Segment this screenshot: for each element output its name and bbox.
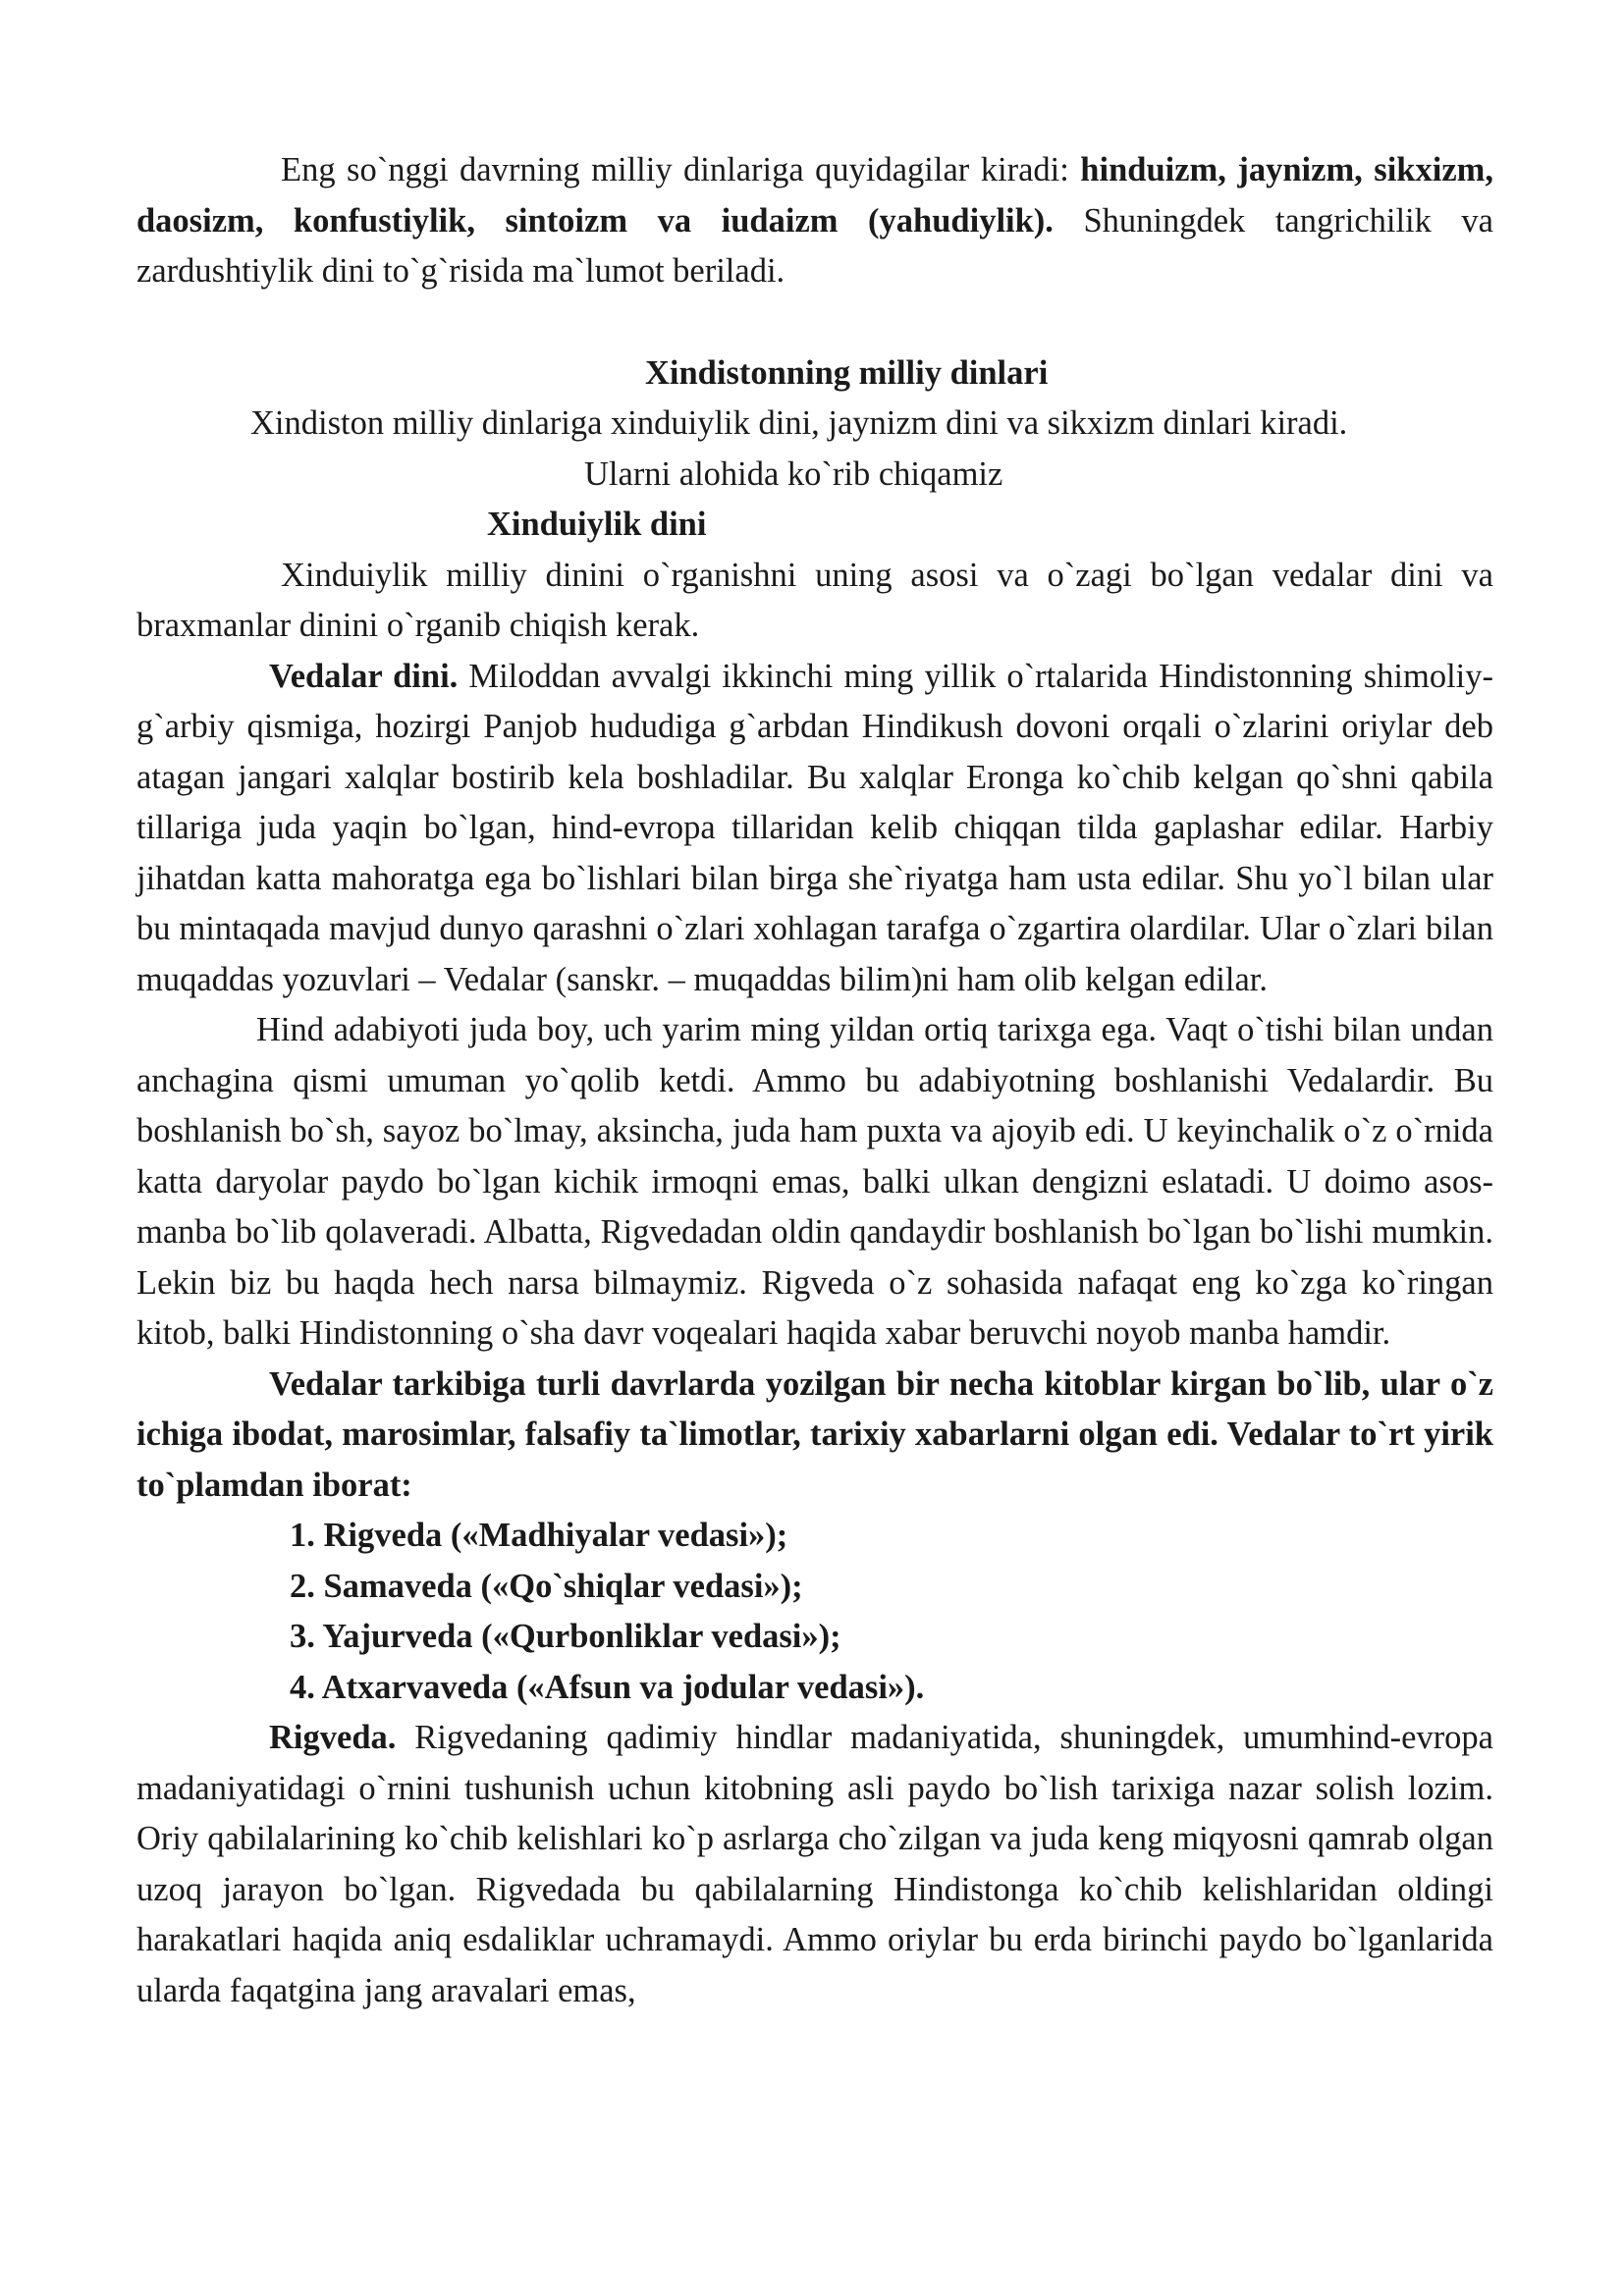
document-page — [136, 145, 1493, 2016]
paragraph-rigveda-text: Rigvedaning qadimiy hindlar madaniyatida, shuningdek, umumhind-evropa madaniyatidagi o`rnini tushunish uchun kitobning asli paydo bo`lish tarixiga nazar solish lozim. Oriy qabilalarining ko`chib kelishlari ko`p asrlarga cho`zilgan va juda keng miqyosni qamrab olgan uzoq jarayon bo`lgan. Rigvedada bu qabilalarning Hindistonga ko`chib kelishlaridan oldingi harakatlari haqida aniq esdaliklar uchramaydi. Ammo oriylar bu erda birinchi paydo bo`lganlarida ularda faqatgina jang aravalari emas, — [136, 1719, 1493, 2009]
section-subtitle-2: Ularni alohida ko`rib chiqamiz — [584, 454, 1003, 493]
paragraph-vedas-religion — [136, 652, 1493, 1006]
paragraph-vedas-heading: Vedalar dini. — [269, 657, 459, 695]
paragraph-hindu-literature: Hind adabiyoti juda boy, uch yarim ming yildan ortiq tarixga ega. Vaqt o`tishi bilan undan anchagina qismi umuman yo`qolib ketdi. Ammo bu adabiyotning boshlanishi Vedalardir. Bu boshlanish bo`sh, sayoz bo`lmay, aksincha, juda ham puxta va ajoyib edi. U keyinchalik o`z o`rnida katta daryolar paydo bo`lgan kichik irmoqni emas, balki ulkan dengizni eslatadi. U doimo asos-manba bo`lib qolaveradi. Albatta, Rigvedadan oldin qandaydir boshlanish bo`lgan bo`lishi mumkin. Lekin biz bu haqda hech narsa bilmaymiz. Rigveda o`z sohasida nafaqat eng ko`zga ko`ringan kitob, balki Hindistonning o`sha davr voqealari haqida xabar beruvchi noyob manba hamdir. — [136, 1011, 1493, 1352]
list-item: 3. Yajurveda («Qurbonliklar vedasi»); — [290, 1618, 841, 1655]
list-item: 1. Rigveda («Madhiyalar vedasi»); — [290, 1517, 788, 1554]
intro-paragraph — [136, 145, 1493, 297]
subsection-title: Xinduiylik dini — [487, 506, 707, 543]
section-subtitle-1: Xindiston milliy dinlariga xinduiylik dini, jaynizm dini va sikxizm dinlari kiradi. — [250, 404, 1348, 442]
intro-text-end: Shuningdek tangrichilik va zardushtiylik dini to`g`risida ma`lumot beriladi. — [136, 201, 1493, 290]
list-item: 2. Samaveda («Qo`shiqlar vedasi»); — [290, 1567, 803, 1605]
paragraph-vedas-text: Miloddan avvalgi ikkinchi ming yillik o`rtalarida Hindistonning shimoliy-g`arbiy qismiga, hozirgi Panjob hududiga g`arbdan Hindikush dovoni orqali o`zlarini oriylar deb atagan jangari xalqlar bostirib kela boshladilar. Bu xalqlar Eronga ko`chib kelgan qo`shni qabila tillariga juda yaqin bo`lgan, hind-evropa tillaridan kelib chiqqan tilda gaplashar edilar. Harbiy jihatdan katta mahoratga ega bo`lishlari bilan birga she`riyatga ham usta edilar. Shu yo`l bilan ular bu mintaqada mavjud dunyo qarashni o`zlari xohlagan tarafga o`zgartira olardilar. Ular o`zlari bilan muqaddas yozuvlari – Vedalar (sanskr. – muqaddas bilim)ni ham olib kelgan edilar. — [136, 657, 1493, 998]
list-item: 4. Atxarvaveda («Afsun va jodular vedasi»). — [290, 1668, 925, 1706]
paragraph-rigveda — [136, 1713, 1493, 2016]
paragraph-hinduism-intro: Xinduiylik milliy dinini o`rganishni uning asosi va o`zagi bo`lgan vedalar dini va braxmanlar dinini o`rganib chiqish kerak. — [136, 556, 1493, 644]
paragraph-vedas-composition: Vedalar tarkibiga turli davrlarda yozilgan bir necha kitoblar kirgan bo`lib, ular o`z ichiga ibodat, marosimlar, falsafiy ta`limotlar, tarixiy xabarlarni olgan edi. Vedalar to`rt yirik to`plamdan iborat: — [136, 1364, 1493, 1504]
section-title: Xindistonning milliy dinlari — [645, 353, 1049, 392]
paragraph-rigveda-heading: Rigveda. — [269, 1719, 397, 1756]
intro-bold-religions: hinduizm, jaynizm, sikxizm, daosizm, konfustiylik, sintoizm va iudaizm (yahudiylik). — [136, 151, 1493, 240]
intro-text: Eng so`nggi davrning milliy dinlariga quyidagilar kiradi: — [281, 151, 1081, 188]
vedas-list — [136, 1511, 1493, 1713]
